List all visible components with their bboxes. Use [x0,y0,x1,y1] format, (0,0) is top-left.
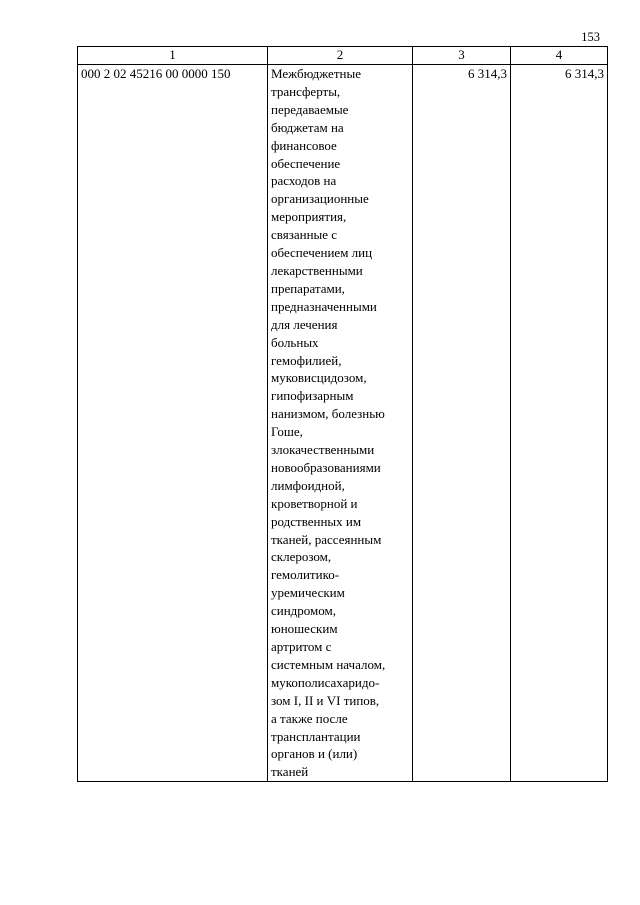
description-line: синдромом, [271,603,337,619]
description-line: гемолитико- [271,567,340,583]
description-line: лекарственными [271,262,363,278]
table-row [78,65,608,782]
header-cell-4: 4 [511,47,608,65]
description-line: артритом с [271,639,332,654]
description-line: злокачественными [271,442,375,458]
description-line: связанные с [271,227,338,243]
description-line: трансплантации [271,728,361,744]
description-line: трансферты, [271,83,341,99]
description-line: органов и (или) [271,746,358,762]
description-line: расходов на [271,173,337,189]
description-line: препаратами, [271,280,345,296]
description-line: родственных им [271,513,362,529]
header-cell-3: 3 [413,47,511,65]
description-line: тканей [271,764,309,780]
description-line: гемофилией, [271,352,342,368]
description-line: лимфоидной, [271,477,345,493]
description-line: Гоше, [271,424,303,440]
description-line: системным началом, [271,656,386,672]
description-line: кроветворной и [271,495,358,511]
description-line: нанизмом, болезнью [271,406,385,422]
description-line: мукополисахаридо- [271,674,380,690]
description-line: больных [271,334,319,350]
description-line: зом I, II и VI типов, [271,692,380,708]
description-line: Межбюджетные [271,66,361,81]
description-cell [268,65,413,782]
description-line: а также после [271,710,348,726]
header-cell-1: 1 [78,47,268,65]
description-line: уремическим [271,585,345,601]
description-line: бюджетам на [271,119,344,135]
description-line: передаваемые [271,101,349,117]
header-cell-2: 2 [268,47,413,65]
description-line: новообразованиями [271,459,381,475]
amount-cell-col3: 6 314,3 [413,65,511,782]
page-number: 153 [581,30,600,44]
description-line: для лечения [271,316,338,332]
description-line: юношеским [271,621,338,637]
description-line: обеспечением лиц [271,245,373,261]
description-line: тканей, рассеянным [271,531,382,547]
description-line: предназначенными [271,298,377,314]
header-row [78,47,608,65]
description-line: муковисцидозом, [271,370,367,386]
description-line: склерозом, [271,549,332,565]
budget-code-cell: 000 2 02 45216 00 0000 150 [78,65,268,782]
amount-cell-col4: 6 314,3 [511,65,608,782]
description-line: мероприятия, [271,209,347,225]
description-line: гипофизарным [271,388,354,404]
description-line: обеспечение [271,155,341,171]
description-line: финансовое [271,137,337,153]
description-line: организационные [271,191,369,207]
budget-table [77,46,608,782]
